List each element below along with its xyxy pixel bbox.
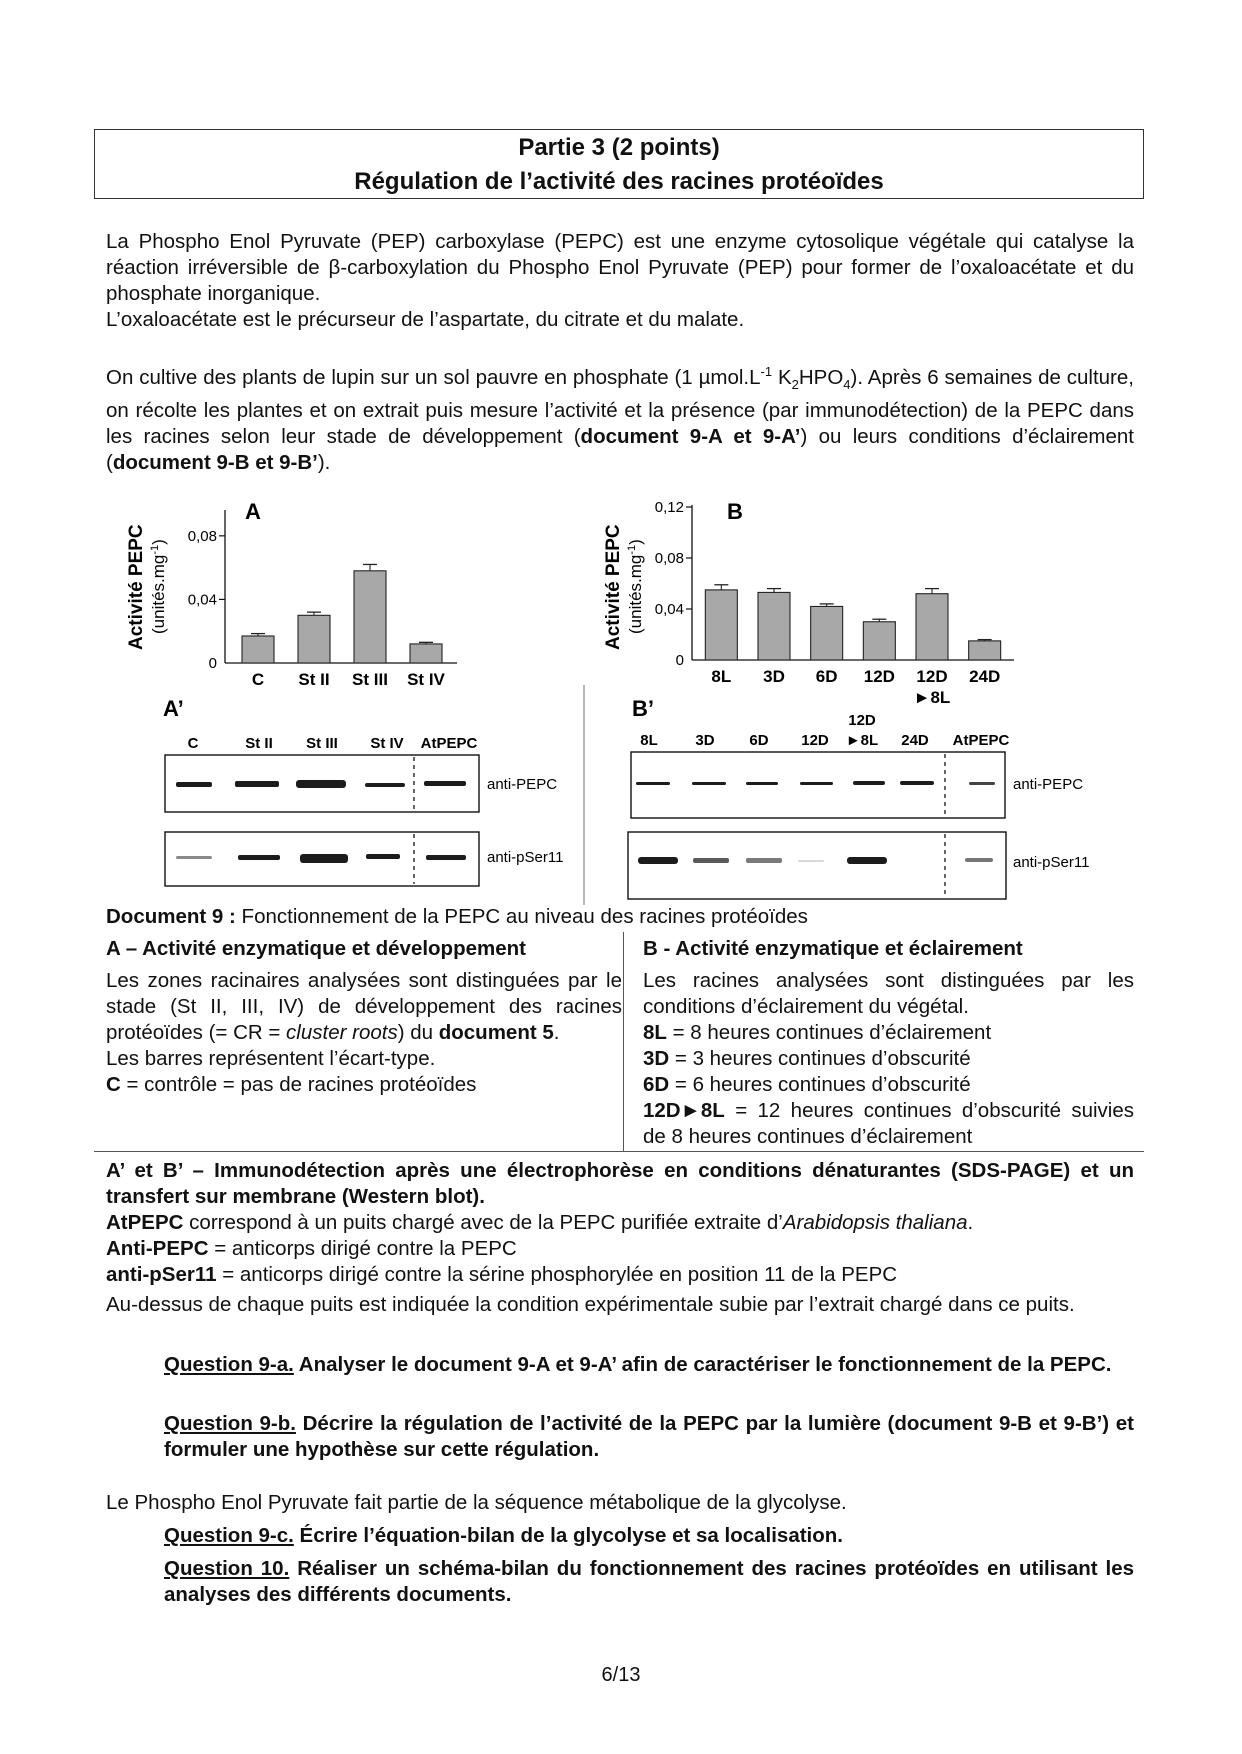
question-9b-text: Décrire la régulation de l’activité de la PEPC par la lumière (document 9-B et 9-B’) et formuler une hypothèse sur cette régulation. bbox=[164, 1412, 1134, 1461]
bar bbox=[758, 592, 790, 660]
blot-a2-band-st3 bbox=[300, 854, 348, 863]
legend-right bbox=[643, 936, 1134, 1150]
blot-a-lane-4: St IV bbox=[370, 735, 404, 752]
legend-left-t3: = contrôle = pas de racines protéoïdes bbox=[120, 1073, 477, 1096]
x-tick-label: 24D bbox=[969, 667, 1001, 686]
blot-a-lane-5: AtPEPC bbox=[420, 735, 478, 752]
bar bbox=[863, 622, 895, 660]
chart-b-ylabel: Activité PEPC bbox=[603, 524, 624, 650]
blot-a1-band-st4 bbox=[365, 783, 405, 787]
intro-text-3a: On cultive des plants de lupin sur un sol pauvre en phosphate (1 µmol.L bbox=[106, 365, 761, 389]
x-tick-label: 3D bbox=[763, 667, 785, 686]
x-tick-label: 6D bbox=[815, 667, 838, 686]
blot-a-row1-label: anti-PEPC bbox=[487, 776, 558, 793]
blot-legend-antipser bbox=[106, 1262, 1134, 1288]
legend-right-l2t: = 3 heures continues d’obscurité bbox=[669, 1047, 971, 1070]
bar bbox=[354, 571, 386, 663]
caption-label: Document 9 : bbox=[106, 905, 236, 928]
blot-b2-band-3d bbox=[693, 858, 729, 863]
chart-a bbox=[126, 499, 457, 689]
blot-legend-heading: A’ et B’ – Immunodétection après une électrophorèse en conditions dénaturantes (SDS-PAGE) et un transfert sur membrane (Western blot). bbox=[106, 1159, 1134, 1208]
intro-text-3e: ) ou leurs conditions d’éclairement ( bbox=[106, 424, 1134, 474]
legend-right-l3b: 6D bbox=[643, 1073, 670, 1096]
bar bbox=[242, 636, 274, 663]
question-10 bbox=[164, 1556, 1134, 1608]
blot-b-lane-6: 24D bbox=[901, 732, 929, 749]
intro-text-1: La Phospho Enol Pyruvate (PEP) carboxylase (PEPC) est une enzyme cytosolique végétale qui catalyse la réaction irréversible de β-carboxylation du Phospho Enol Pyruvate (PEP) pour former de l’oxaloacétate et du phosphate inorganique. bbox=[106, 230, 1134, 305]
figure-document-9 bbox=[0, 480, 1242, 910]
blot-b2-band-8l bbox=[638, 857, 678, 864]
x-tick-label: C bbox=[251, 670, 265, 689]
blot-a2-band-st4 bbox=[366, 854, 400, 859]
blot-legend-antipepc bbox=[106, 1236, 1134, 1262]
y-tick-label: 0,08 bbox=[654, 550, 684, 567]
blot-b-lane-4: 12D bbox=[801, 732, 829, 749]
blot-a2-band-c bbox=[176, 856, 212, 859]
intro-text-2: L’oxaloacétate est le précurseur de l’aspartate, du citrate et du malate. bbox=[106, 308, 745, 331]
chart-a-ylabel: Activité PEPC bbox=[126, 524, 147, 650]
y-tick-label: 0 bbox=[208, 655, 217, 672]
bar bbox=[410, 644, 442, 663]
legend-left-t1: Les zones racinaires analysées sont distinguées par le stade (St II, III, IV) de développement des racines protéoïdes (= CR = bbox=[106, 969, 622, 1044]
blot-b-lane-5-top: 12D bbox=[848, 712, 876, 729]
question-9c-text: Écrire l’équation-bilan de la glycolyse et sa localisation. bbox=[293, 1524, 843, 1547]
question-10-label: Question 10. bbox=[164, 1557, 290, 1580]
blot-a bbox=[163, 696, 563, 886]
blot-legend-species: Arabidopsis thaliana bbox=[782, 1211, 968, 1234]
legend-right-l2b: 3D bbox=[643, 1047, 670, 1070]
part-subtitle: Régulation de l’activité des racines protéoïdes bbox=[354, 168, 884, 195]
blot-a-row2-label: anti-pSer11 bbox=[487, 849, 564, 866]
intro-ref-a: document 9-A et 9-A’ bbox=[580, 424, 801, 448]
legend-right-heading: B - Activité enzymatique et éclairement bbox=[643, 937, 1023, 960]
page-number: 6/13 bbox=[601, 1664, 641, 1686]
blot-b1-band-atpepc bbox=[969, 782, 995, 785]
intro-ref-b: document 9-B et 9-B’ bbox=[112, 450, 318, 474]
chart-b-yunit-text: (unités.mg bbox=[626, 554, 645, 634]
blot-b2-band-12d bbox=[798, 860, 824, 862]
x-tick-label-2: ►8L bbox=[913, 688, 951, 707]
x-tick-label: St III bbox=[352, 670, 388, 689]
intro-paragraph-2 bbox=[106, 359, 1134, 476]
question-9a-label: Question 9-a. bbox=[164, 1353, 294, 1376]
legend-right-l4 bbox=[643, 1098, 1134, 1150]
blot-a1-band-atpepc bbox=[424, 781, 466, 786]
x-tick-label: St IV bbox=[407, 670, 445, 689]
legend-left-docref: document 5 bbox=[438, 1021, 554, 1044]
legend-left-t2: Les barres représentent l’écart-type. bbox=[106, 1047, 436, 1070]
blot-b bbox=[628, 696, 1089, 899]
caption-text: Fonctionnement de la PEPC au niveau des racines protéoïdes bbox=[235, 905, 808, 928]
blot-legend-well: Au-dessus de chaque puits est indiquée la condition expérimentale subie par l’extrait chargé dans ce puits. bbox=[106, 1293, 1075, 1316]
blot-b-lane-7: AtPEPC bbox=[952, 732, 1010, 749]
question-9b bbox=[164, 1411, 1134, 1463]
legend-right-l1b: 8L bbox=[643, 1021, 667, 1044]
document-caption bbox=[106, 904, 808, 930]
intro-sub1: 2 bbox=[791, 376, 799, 392]
blot-b2-band-6d bbox=[746, 858, 782, 863]
x-tick-label: 12D bbox=[863, 667, 895, 686]
intro-text-3c: HPO bbox=[798, 365, 844, 389]
blot-a-label: A’ bbox=[163, 696, 184, 721]
blot-b-lane-1: 8L bbox=[640, 732, 658, 749]
blot-b-lane-3: 6D bbox=[749, 732, 769, 749]
legend-left bbox=[106, 936, 622, 1098]
chart-a-yunit-sup: -1 bbox=[149, 544, 161, 555]
intro-text-3f: ). bbox=[317, 450, 331, 474]
blot-legend-antipepc-t: = anticorps dirigé contre la PEPC bbox=[208, 1237, 517, 1260]
blot-b1-band-24d bbox=[900, 781, 934, 785]
blot-legend-atpepc-end: . bbox=[967, 1211, 974, 1234]
intro-sup: -1 bbox=[760, 364, 773, 379]
glycolysis-sentence: Le Phospho Enol Pyruvate fait partie de la séquence métabolique de la glycolyse. bbox=[106, 1491, 847, 1514]
blot-legend-atpepc bbox=[106, 1210, 1134, 1236]
legend-left-t3-row bbox=[106, 1072, 622, 1098]
legend-left-italic: cluster roots bbox=[286, 1021, 398, 1044]
bar bbox=[916, 594, 948, 660]
y-tick-label: 0,04 bbox=[654, 601, 684, 618]
bar bbox=[705, 590, 737, 660]
question-9a-text: Analyser le document 9-A et 9-A’ afin de caractériser le fonctionnement de la PEPC. bbox=[293, 1353, 1112, 1376]
blot-b-lane-2: 3D bbox=[695, 732, 715, 749]
blot-a2-band-st2 bbox=[238, 855, 280, 860]
y-tick-label: 0,04 bbox=[187, 591, 217, 609]
x-tick-label: St II bbox=[298, 670, 330, 689]
blot-a-lane-2: St II bbox=[245, 735, 273, 752]
intro-text-3b: K bbox=[772, 365, 792, 389]
blot-legend-antipepc-b: Anti-PEPC bbox=[106, 1237, 209, 1260]
chart-b-title: B bbox=[727, 499, 743, 524]
legend-right-l1 bbox=[643, 1020, 1134, 1046]
bar bbox=[969, 641, 1001, 660]
legend-right-l4t: = 12 heures continues d’obscurité suivies de 8 heures continues d’éclairement bbox=[643, 1099, 1134, 1148]
chart-b bbox=[603, 499, 1014, 707]
blot-a1-band-c bbox=[176, 782, 212, 787]
legend-right-l3t: = 6 heures continues d’obscurité bbox=[669, 1073, 971, 1096]
blot-legend-atpepc-b: AtPEPC bbox=[106, 1211, 184, 1234]
blot-b1-band-12d bbox=[800, 782, 833, 785]
blot-b-lane-5: ►8L bbox=[845, 732, 879, 749]
chart-a-yunit-text: (unités.mg bbox=[149, 554, 168, 634]
x-tick-label: 12D bbox=[916, 667, 948, 686]
y-tick-label: 0,12 bbox=[654, 499, 684, 516]
blot-b1-band-6d bbox=[746, 782, 778, 785]
legend-divider bbox=[623, 932, 624, 1152]
legend-left-t1c: . bbox=[553, 1021, 560, 1044]
x-tick-label: 8L bbox=[711, 667, 732, 686]
blot-b-row2-label: anti-pSer11 bbox=[1013, 854, 1090, 871]
blot-b2-band-12d8l bbox=[847, 857, 887, 864]
question-9c bbox=[164, 1523, 1134, 1549]
intro-text-3d: ). Après 6 semaines de culture, on récolte les plantes et on extrait puis mesure l’activité et la présence (par immunodétection) de la PEPC dans les racines selon leur stade de développement ( bbox=[106, 365, 1134, 448]
chart-b-yunit-sup: -1 bbox=[626, 544, 638, 555]
legend-left-heading: A – Activité enzymatique et développement bbox=[106, 937, 526, 960]
title-box bbox=[94, 129, 1144, 199]
blot-legend-atpepc-t: correspond à un puits chargé avec de la PEPC purifiée extraite d’ bbox=[183, 1211, 783, 1234]
blot-a-lane-1: C bbox=[187, 735, 199, 752]
chart-a-title: A bbox=[245, 499, 261, 524]
blot-a1-band-st2 bbox=[235, 781, 279, 787]
blot-b2-band-atpepc bbox=[965, 858, 993, 862]
blot-a2-band-atpepc bbox=[426, 855, 466, 860]
legend-right-l2 bbox=[643, 1046, 1134, 1072]
legend-left-c: C bbox=[106, 1073, 121, 1096]
blot-b-label: B’ bbox=[632, 696, 654, 721]
legend-right-l4b: 12D►8L bbox=[643, 1099, 725, 1122]
blot-b-row1-label: anti-PEPC bbox=[1013, 776, 1084, 793]
question-10-text: Réaliser un schéma-bilan du fonctionnement des racines protéoïdes en utilisant les analyses des différents documents. bbox=[164, 1557, 1135, 1606]
legend-left-t1b: ) du bbox=[397, 1021, 439, 1044]
legend-right-t1: Les racines analysées sont distinguées par les conditions d’éclairement du végétal. bbox=[643, 969, 1134, 1018]
blot-legend-antipser-b: anti-pSer11 bbox=[106, 1263, 217, 1286]
legend-rule bbox=[94, 1151, 1144, 1152]
bar bbox=[298, 615, 330, 663]
legend-right-l1t: = 8 heures continues d’éclairement bbox=[666, 1021, 992, 1044]
y-tick-label: 0,08 bbox=[187, 527, 217, 545]
bar bbox=[811, 606, 843, 660]
legend-right-l3 bbox=[643, 1072, 1134, 1098]
chart-a-yunit: $(unités.mg^{-1})$ bbox=[149, 539, 168, 634]
intro-paragraph-1 bbox=[106, 229, 1134, 333]
blot-b1-band-8l bbox=[636, 782, 670, 785]
question-9a bbox=[164, 1352, 1134, 1378]
blot-a-lane-3: St III bbox=[306, 735, 338, 752]
blot-a1-band-st3 bbox=[296, 780, 346, 788]
question-9b-label: Question 9-b. bbox=[164, 1412, 296, 1435]
question-9c-label: Question 9-c. bbox=[164, 1524, 294, 1547]
blot-legend bbox=[106, 1158, 1134, 1318]
blot-b1-band-3d bbox=[692, 782, 726, 785]
intro-sub2: 4 bbox=[843, 376, 851, 392]
part-title: Partie 3 (2 points) bbox=[518, 134, 720, 161]
y-tick-label: 0 bbox=[675, 652, 684, 669]
legend-left-body bbox=[106, 968, 622, 1046]
chart-b-yunit: $(unités.mg^{-1})$ bbox=[626, 539, 645, 634]
blot-b1-band-12d8l bbox=[853, 781, 885, 785]
blot-b-membrane-2 bbox=[628, 832, 1006, 899]
blot-legend-antipser-t: = anticorps dirigé contre la sérine phosphorylée en position 11 de la PEPC bbox=[216, 1263, 898, 1286]
